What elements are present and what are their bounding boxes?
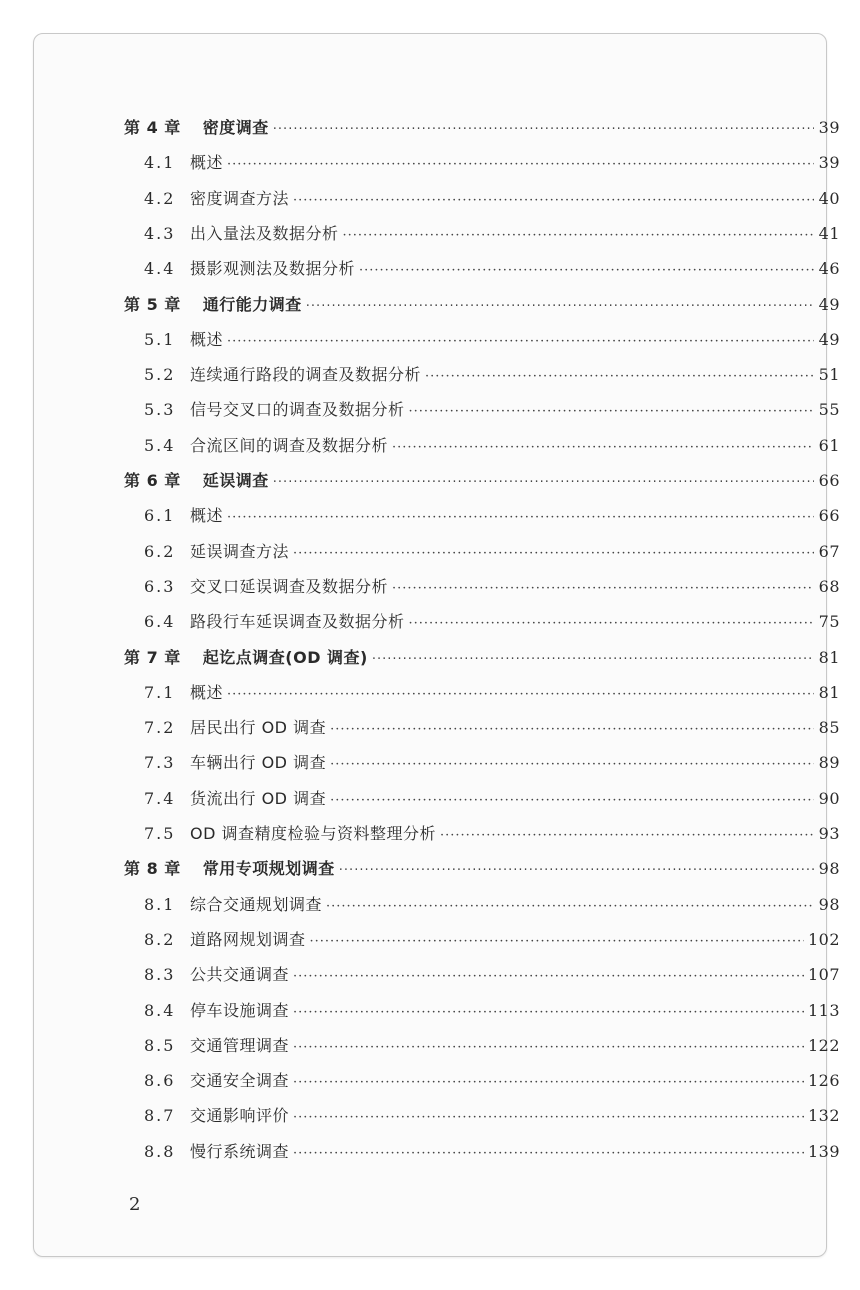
- dot-leader: [310, 930, 804, 954]
- entry-number: 4.1: [144, 153, 176, 173]
- entry-number: 第 7 章: [124, 647, 181, 667]
- entry-page-number: 98: [818, 859, 840, 879]
- toc-section-entry[interactable]: [144, 575, 840, 599]
- dot-leader: [359, 259, 814, 283]
- toc-section-entry[interactable]: [144, 1069, 840, 1093]
- entry-number: 7.4: [144, 788, 176, 808]
- dot-leader: [293, 1036, 804, 1060]
- entry-title: 摄影观测法及数据分析: [190, 259, 356, 279]
- dot-leader: [330, 753, 814, 777]
- entry-title: 交通管理调查: [190, 1035, 290, 1055]
- toc-section-entry[interactable]: [144, 328, 840, 352]
- toc-section-entry[interactable]: [144, 999, 840, 1023]
- toc-section-entry[interactable]: [144, 681, 840, 705]
- entry-page-number: 39: [818, 153, 840, 173]
- entry-page-number: 51: [818, 365, 840, 385]
- entry-number: 5.1: [144, 329, 176, 349]
- entry-title: 概述: [190, 329, 224, 349]
- toc-chapter-entry[interactable]: [124, 646, 840, 670]
- entry-title: 路段行车延误调查及数据分析: [190, 612, 405, 632]
- entry-number: 8.3: [144, 965, 176, 985]
- toc-section-entry[interactable]: [144, 540, 840, 564]
- entry-page-number: 40: [818, 188, 840, 208]
- entry-title: 交通安全调查: [190, 1071, 290, 1091]
- dot-leader: [273, 471, 814, 495]
- dot-leader: [227, 153, 814, 177]
- toc-section-entry[interactable]: [144, 187, 840, 211]
- entry-title: 密度调查: [202, 118, 269, 137]
- dot-leader: [227, 330, 814, 354]
- dot-leader: [306, 295, 814, 319]
- entry-number: 8.2: [144, 929, 176, 949]
- toc-section-entry[interactable]: [144, 151, 840, 175]
- toc-section-entry[interactable]: [144, 822, 840, 846]
- entry-number: 7.1: [144, 682, 176, 702]
- entry-title: 合流区间的调查及数据分析: [190, 435, 389, 455]
- entry-page-number: 139: [807, 1141, 840, 1161]
- toc-section-entry[interactable]: [144, 751, 840, 775]
- dot-leader: [392, 577, 814, 601]
- entry-number: 6.3: [144, 576, 176, 596]
- dot-leader: [330, 718, 814, 742]
- dot-leader: [425, 365, 814, 389]
- toc-chapter-entry[interactable]: [124, 293, 840, 317]
- toc-section-entry[interactable]: [144, 434, 840, 458]
- entry-number: 4.3: [144, 223, 176, 243]
- dot-leader: [409, 400, 814, 424]
- dot-leader: [293, 1106, 804, 1130]
- entry-title: 通行能力调查: [202, 294, 302, 314]
- dot-leader: [326, 895, 814, 919]
- dot-leader: [440, 824, 814, 848]
- entry-title: 交叉口延误调查及数据分析: [190, 576, 389, 596]
- entry-number: 6.1: [144, 506, 176, 526]
- entry-page-number: 66: [818, 506, 840, 526]
- entry-number: 6.2: [144, 541, 176, 561]
- dot-leader: [293, 189, 814, 213]
- toc-section-entry[interactable]: [144, 893, 840, 917]
- entry-page-number: 55: [818, 400, 840, 420]
- entry-title: 概述: [190, 682, 224, 702]
- dot-leader: [372, 648, 814, 672]
- entry-page-number: 93: [818, 824, 840, 843]
- entry-number: 6.4: [144, 612, 176, 632]
- toc-section-entry[interactable]: [144, 1140, 840, 1164]
- entry-page-number: 61: [818, 435, 840, 455]
- entry-title: 起讫点调查(OD 调查): [202, 647, 368, 667]
- dot-leader: [293, 1071, 804, 1095]
- entry-number: 7.3: [144, 753, 176, 773]
- entry-title: 连续通行路段的调查及数据分析: [190, 365, 422, 385]
- entry-page-number: 75: [818, 612, 840, 632]
- toc-section-entry[interactable]: [144, 1034, 840, 1058]
- entry-page-number: 39: [818, 118, 840, 137]
- dot-leader: [343, 224, 814, 248]
- entry-title: 常用专项规划调查: [202, 859, 335, 879]
- entry-page-number: 89: [818, 753, 840, 773]
- entry-number: 7.5: [144, 824, 176, 843]
- entry-page-number: 98: [818, 894, 840, 914]
- dot-leader: [293, 1142, 804, 1166]
- entry-page-number: 66: [818, 471, 840, 490]
- book-page: [33, 33, 840, 1257]
- entry-page-number: 49: [818, 294, 840, 314]
- entry-number: 8.8: [144, 1141, 176, 1161]
- entry-page-number: 132: [807, 1106, 840, 1126]
- entry-page-number: 113: [807, 1000, 840, 1020]
- entry-page-number: 90: [818, 788, 840, 808]
- toc-section-entry[interactable]: [144, 928, 840, 952]
- entry-title: 车辆出行 OD 调查: [190, 753, 327, 773]
- entry-page-number: 107: [807, 965, 840, 985]
- dot-leader: [227, 683, 814, 707]
- entry-number: 第 4 章: [124, 118, 181, 137]
- dot-leader: [293, 1001, 804, 1025]
- entry-number: 4.2: [144, 188, 176, 208]
- entry-title: OD 调查精度检验与资料整理分析: [190, 824, 437, 843]
- entry-title: 出入量法及数据分析: [190, 223, 339, 243]
- toc-section-entry[interactable]: [144, 610, 840, 634]
- entry-page-number: 102: [807, 929, 840, 949]
- entry-number: 8.5: [144, 1035, 176, 1055]
- entry-title: 慢行系统调查: [190, 1141, 290, 1161]
- toc-section-entry[interactable]: [144, 504, 840, 528]
- entry-number: 7.2: [144, 718, 176, 738]
- entry-page-number: 49: [818, 329, 840, 349]
- entry-number: 8.4: [144, 1000, 176, 1020]
- toc-section-entry[interactable]: [144, 787, 840, 811]
- entry-title: 货流出行 OD 调查: [190, 788, 327, 808]
- toc-section-entry[interactable]: [144, 257, 840, 281]
- entry-number: 第 5 章: [124, 294, 181, 314]
- page-number: 2: [129, 1194, 141, 1215]
- toc-chapter-entry[interactable]: [124, 116, 840, 140]
- entry-title: 概述: [190, 153, 224, 173]
- dot-leader: [293, 965, 804, 989]
- entry-page-number: 41: [818, 223, 840, 243]
- dot-leader: [273, 118, 814, 142]
- entry-number: 8.1: [144, 894, 176, 914]
- entry-number: 8.7: [144, 1106, 176, 1126]
- entry-title: 密度调查方法: [190, 188, 290, 208]
- entry-number: 第 8 章: [124, 859, 181, 879]
- entry-page-number: 81: [818, 682, 840, 702]
- entry-page-number: 67: [818, 541, 840, 561]
- dot-leader: [293, 542, 814, 566]
- entry-title: 概述: [190, 506, 224, 526]
- toc-chapter-entry[interactable]: [124, 469, 840, 493]
- dot-leader: [392, 436, 814, 460]
- toc-section-entry[interactable]: [144, 716, 840, 740]
- entry-number: 5.2: [144, 365, 176, 385]
- entry-title: 道路网规划调查: [190, 929, 306, 949]
- entry-title: 居民出行 OD 调查: [190, 718, 327, 738]
- table-of-contents: [34, 34, 840, 1256]
- entry-page-number: 68: [818, 576, 840, 596]
- toc-section-entry[interactable]: [144, 963, 840, 987]
- entry-page-number: 46: [818, 259, 840, 279]
- dot-leader: [227, 506, 814, 530]
- entry-page-number: 126: [807, 1071, 840, 1091]
- entry-title: 信号交叉口的调查及数据分析: [190, 400, 405, 420]
- entry-title: 交通影响评价: [190, 1106, 290, 1126]
- entry-number: 5.3: [144, 400, 176, 420]
- toc-section-entry[interactable]: [144, 398, 840, 422]
- dot-leader: [339, 859, 814, 883]
- dot-leader: [409, 612, 814, 636]
- toc-section-entry[interactable]: [144, 363, 840, 387]
- entry-page-number: 85: [818, 718, 840, 738]
- entry-page-number: 122: [807, 1035, 840, 1055]
- entry-number: 8.6: [144, 1071, 176, 1091]
- entry-page-number: 81: [818, 647, 840, 667]
- entry-title: 综合交通规划调查: [190, 894, 323, 914]
- entry-title: 公共交通调查: [190, 965, 290, 985]
- toc-chapter-entry[interactable]: [124, 857, 840, 881]
- entry-title: 停车设施调查: [190, 1000, 290, 1020]
- entry-number: 5.4: [144, 435, 176, 455]
- entry-number: 第 6 章: [124, 471, 181, 490]
- entry-number: 4.4: [144, 259, 176, 279]
- dot-leader: [330, 789, 814, 813]
- toc-section-entry[interactable]: [144, 1104, 840, 1128]
- entry-title: 延误调查方法: [190, 541, 290, 561]
- entry-title: 延误调查: [202, 471, 269, 490]
- toc-section-entry[interactable]: [144, 222, 840, 246]
